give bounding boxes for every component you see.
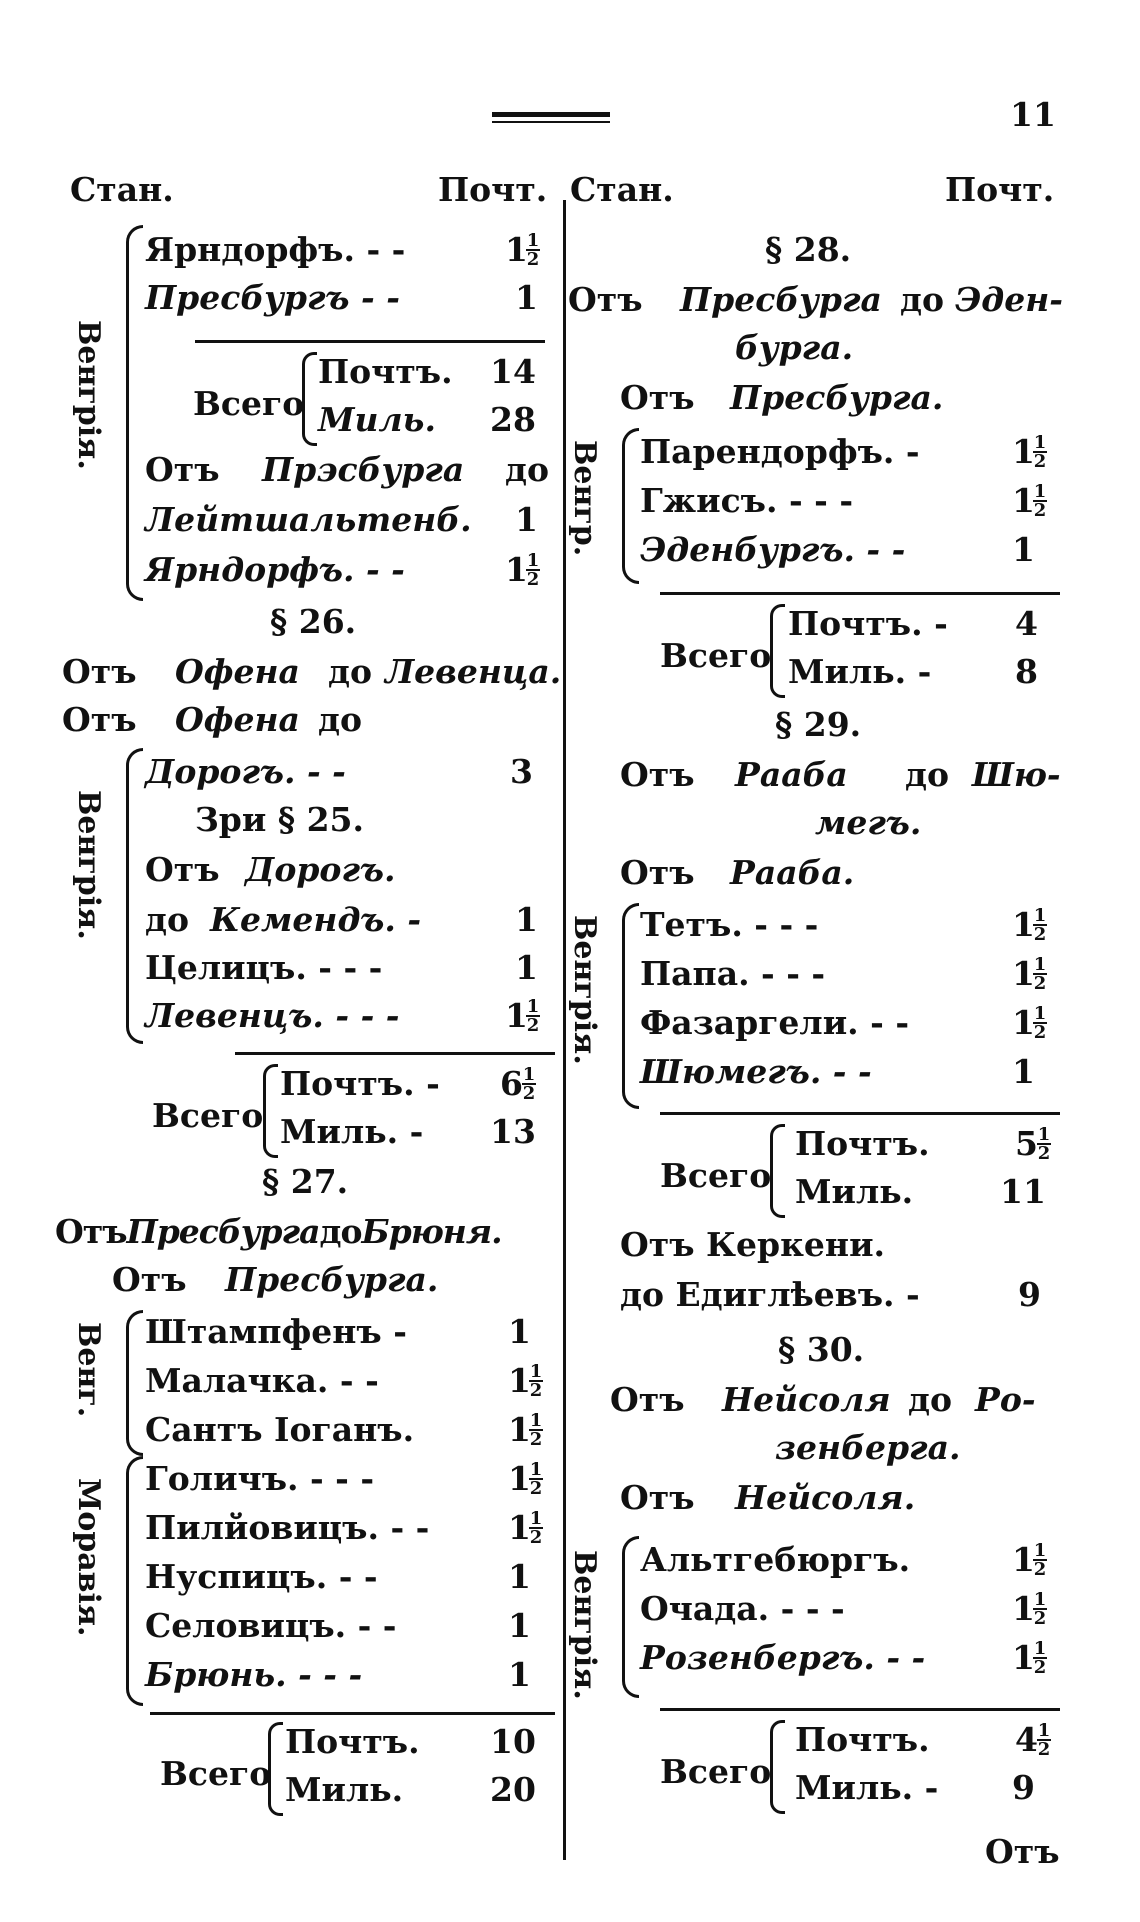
post-value: 1 bbox=[505, 550, 528, 589]
region-label: Венг. bbox=[71, 1322, 106, 1418]
total-mil-value: 9 bbox=[1012, 1768, 1035, 1807]
fraction bbox=[1033, 956, 1047, 992]
total-mil-value: 8 bbox=[1015, 652, 1038, 691]
region-brace bbox=[126, 225, 143, 601]
station-name: Брюнь. - - - bbox=[145, 1655, 363, 1694]
station-name: Тетъ. - - - bbox=[640, 905, 819, 944]
header-rule-thin bbox=[492, 121, 610, 123]
fraction-denominator: 2 bbox=[529, 1478, 543, 1499]
post-value: 1 bbox=[515, 500, 538, 539]
total-poch-value: 4 bbox=[1015, 604, 1038, 643]
route-to: до bbox=[328, 652, 373, 691]
total-rule bbox=[660, 1112, 1060, 1115]
fraction-denominator: 2 bbox=[1033, 1559, 1047, 1580]
header-left-stan: Стан. bbox=[70, 170, 174, 209]
station-name: Левенцъ. - - - bbox=[145, 996, 400, 1035]
station-name: Эденбургъ. - - bbox=[640, 530, 906, 569]
fraction-denominator: 2 bbox=[1033, 924, 1047, 945]
section-heading: § 29. bbox=[775, 705, 862, 744]
route-city: Пресбурга. bbox=[225, 1260, 439, 1299]
total-label: Всего bbox=[152, 1096, 264, 1135]
fraction: 1 2 bbox=[1037, 1720, 1051, 1760]
region-brace bbox=[622, 1536, 639, 1698]
fraction: 1 2 bbox=[522, 1064, 536, 1104]
post-value: 1 bbox=[1012, 481, 1035, 520]
fraction-numerator: 1 bbox=[1033, 954, 1047, 975]
route-city: Левенца. bbox=[385, 652, 562, 691]
post-value: 1 bbox=[505, 230, 528, 269]
total-label: Всего bbox=[660, 1156, 772, 1195]
fraction-numerator: 1 bbox=[529, 1410, 543, 1431]
station-name: Голичъ. - - - bbox=[145, 1459, 375, 1498]
fraction bbox=[1033, 483, 1047, 519]
station-name: Шюмегъ. - - bbox=[640, 1052, 872, 1091]
total-poch-value: 5 bbox=[1015, 1124, 1038, 1163]
route-from: Отъ bbox=[62, 700, 137, 739]
fraction-denominator: 2 bbox=[1033, 1657, 1047, 1678]
fraction bbox=[1033, 907, 1047, 943]
total-poch-value: 10 bbox=[490, 1722, 536, 1761]
post-value: 1 bbox=[1012, 530, 1035, 569]
post-value: 3 bbox=[510, 752, 533, 791]
total-poch-label: Почтъ. - bbox=[280, 1064, 440, 1103]
fraction bbox=[1033, 1640, 1047, 1676]
region-label: Венгр. bbox=[567, 440, 602, 557]
route-city: Ро- bbox=[975, 1380, 1036, 1419]
route-city: Шю- bbox=[972, 755, 1061, 794]
section-heading: § 30. bbox=[778, 1330, 865, 1369]
extra-route: Отъ Керкени. bbox=[620, 1225, 886, 1264]
header-right-poch: Почт. bbox=[945, 170, 1055, 209]
station-name: Целицъ. - - - bbox=[145, 948, 383, 987]
section-heading: § 28. bbox=[765, 230, 852, 269]
route-to: до bbox=[505, 450, 550, 489]
section-heading: § 27. bbox=[262, 1162, 349, 1201]
fraction-numerator: 1 bbox=[529, 1459, 543, 1480]
fraction bbox=[1033, 1542, 1047, 1578]
fraction-denominator: 2 bbox=[1033, 451, 1047, 472]
fraction: 1 2 bbox=[1037, 1124, 1051, 1164]
route-city-cont: мегъ. bbox=[815, 803, 922, 842]
route-city: Пресбурга bbox=[126, 1212, 320, 1251]
station-name: Пилйовицъ. - - bbox=[145, 1508, 430, 1547]
fraction-denominator: 2 bbox=[529, 1380, 543, 1401]
route-line bbox=[55, 1212, 502, 1252]
total-poch-label: Почтъ. bbox=[795, 1720, 930, 1759]
region-brace bbox=[126, 748, 143, 1044]
fraction-numerator: 1 bbox=[529, 1361, 543, 1382]
total-mil-label: Миль. - bbox=[280, 1112, 424, 1151]
post-value: 1 bbox=[508, 1655, 531, 1694]
total-brace bbox=[268, 1722, 283, 1816]
route-city: Брюня. bbox=[361, 1212, 502, 1251]
total-mil-value: 28 bbox=[490, 400, 536, 439]
fraction bbox=[529, 1412, 543, 1448]
region-label: Венгрія. bbox=[71, 320, 106, 470]
page-number: 11 bbox=[1010, 95, 1056, 134]
route-to: до bbox=[908, 1380, 953, 1419]
route-city: Офена bbox=[175, 700, 300, 739]
fraction-numerator: 1 bbox=[1033, 1540, 1047, 1561]
route-from: Отъ bbox=[620, 1478, 695, 1517]
total-mil-label: Миль. - bbox=[795, 1768, 939, 1807]
region-brace bbox=[126, 1456, 143, 1706]
total-brace bbox=[302, 352, 317, 446]
post-value: 1 bbox=[1012, 1052, 1035, 1091]
route-to: до bbox=[905, 755, 950, 794]
total-rule bbox=[660, 592, 1060, 595]
route-city: Рааба. bbox=[730, 853, 855, 892]
route-city: Нейсоля bbox=[722, 1380, 891, 1419]
post-value: 1 bbox=[1012, 432, 1035, 471]
fraction-denominator: 2 bbox=[529, 1429, 543, 1450]
region-brace bbox=[622, 903, 639, 1109]
total-mil-value: 11 bbox=[1000, 1172, 1046, 1211]
route-from: Отъ bbox=[112, 1260, 187, 1299]
header-right-stan: Стан. bbox=[570, 170, 674, 209]
region-brace bbox=[622, 428, 639, 584]
region-label: Венгрія. bbox=[71, 790, 106, 940]
route-city: Эден- bbox=[955, 280, 1063, 319]
fraction bbox=[529, 1510, 543, 1546]
station-name: Папа. - - - bbox=[640, 954, 826, 993]
total-mil-label: Миль. bbox=[795, 1172, 914, 1211]
post-value: 1 bbox=[515, 900, 538, 939]
station-name: Гжисъ. - - - bbox=[640, 481, 854, 520]
fraction-numerator: 1 bbox=[1033, 432, 1047, 453]
region-brace bbox=[126, 1310, 143, 1456]
station-name: Лейтшальтенб. bbox=[145, 500, 472, 539]
route-city: Нейсоля. bbox=[735, 1478, 916, 1517]
post-value: 1 bbox=[1012, 1638, 1035, 1677]
fraction-denominator: 2 bbox=[1033, 1608, 1047, 1629]
region-label: Венгрія. bbox=[567, 915, 602, 1065]
total-brace bbox=[770, 604, 785, 698]
total-rule bbox=[235, 1052, 555, 1055]
total-brace bbox=[770, 1124, 785, 1218]
post-value: 1 bbox=[1012, 954, 1035, 993]
catchword: Отъ bbox=[985, 1832, 1060, 1871]
post-value: 1 bbox=[508, 1459, 531, 1498]
total-label: Всего bbox=[193, 384, 305, 423]
region-label: Венгрія. bbox=[567, 1550, 602, 1700]
station-name: Ярндорфъ. - - bbox=[145, 550, 405, 589]
post-value: 1 bbox=[1012, 1589, 1035, 1628]
route-city: Прэсбурга bbox=[262, 450, 465, 489]
fraction-numerator: 1 bbox=[1033, 1638, 1047, 1659]
extra-station: до Едиглѣевъ. - bbox=[620, 1275, 920, 1314]
fraction-numerator: 1 bbox=[1033, 905, 1047, 926]
route-to: до bbox=[145, 900, 190, 939]
total-poch-label: Почтъ. bbox=[318, 352, 453, 391]
total-mil-value: 20 bbox=[490, 1770, 536, 1809]
column-divider bbox=[563, 200, 566, 1860]
route-city: Пресбурга bbox=[680, 280, 882, 319]
fraction-denominator: 2 bbox=[1033, 1022, 1047, 1043]
route-to: до bbox=[318, 700, 363, 739]
station-name: Нуспицъ. - - bbox=[145, 1557, 378, 1596]
total-poch-label: Почтъ. bbox=[795, 1124, 930, 1163]
fraction-denominator: 2 bbox=[1033, 500, 1047, 521]
route-city-cont: зенберга. bbox=[775, 1428, 961, 1467]
post-value: 1 bbox=[508, 1606, 531, 1645]
route-from: Отъ bbox=[610, 1380, 685, 1419]
route-from: Отъ bbox=[145, 850, 220, 889]
fraction bbox=[1033, 434, 1047, 470]
fraction bbox=[1033, 1591, 1047, 1627]
route-city: Офена bbox=[175, 652, 300, 691]
fraction-denominator: 2 bbox=[1033, 973, 1047, 994]
total-poch-label: Почтъ. bbox=[285, 1722, 420, 1761]
header-rule bbox=[492, 112, 610, 117]
total-mil-label: Миль. bbox=[285, 1770, 404, 1809]
fraction: 1 2 bbox=[526, 550, 540, 590]
station-name: Кемендъ. - bbox=[210, 900, 422, 939]
post-value: 1 bbox=[515, 278, 538, 317]
route-from: Отъ bbox=[620, 853, 695, 892]
route-from: Отъ bbox=[620, 378, 695, 417]
post-value: 1 bbox=[515, 948, 538, 987]
route-city: Рааба bbox=[735, 755, 848, 794]
station-name: Селовицъ. - - bbox=[145, 1606, 397, 1645]
post-value: 1 bbox=[508, 1557, 531, 1596]
fraction bbox=[529, 1461, 543, 1497]
post-value: 9 bbox=[1018, 1275, 1041, 1314]
fraction-numerator: 1 bbox=[1033, 1003, 1047, 1024]
post-value: 1 bbox=[508, 1410, 531, 1449]
post-value: 1 bbox=[508, 1508, 531, 1547]
fraction: 1 2 bbox=[526, 230, 540, 270]
header-left-poch: Почт. bbox=[438, 170, 548, 209]
route-from: Отъ bbox=[55, 1212, 127, 1251]
section-heading: § 26. bbox=[270, 602, 357, 641]
route-from: Отъ bbox=[145, 450, 220, 489]
route-city: Пресбурга. bbox=[730, 378, 944, 417]
station-name: Дорогъ. - - bbox=[145, 752, 346, 791]
total-rule bbox=[195, 340, 545, 343]
total-mil-label: Миль. bbox=[318, 400, 436, 439]
total-brace bbox=[770, 1720, 785, 1814]
post-value: 1 bbox=[1012, 1003, 1035, 1042]
post-value: 1 bbox=[508, 1361, 531, 1400]
total-label: Всего bbox=[660, 636, 772, 675]
fraction bbox=[1033, 1005, 1047, 1041]
total-poch-value: 14 bbox=[490, 352, 536, 391]
fraction-numerator: 1 bbox=[1033, 1589, 1047, 1610]
station-name: Штампфенъ - bbox=[145, 1312, 407, 1351]
station-name: Парендорфъ. - bbox=[640, 432, 920, 471]
fraction: 1 2 bbox=[526, 996, 540, 1036]
station-name: Фазаргели. - - bbox=[640, 1003, 910, 1042]
route-to: до bbox=[319, 1212, 362, 1251]
post-value: 1 bbox=[1012, 905, 1035, 944]
fraction-numerator: 1 bbox=[529, 1508, 543, 1529]
fraction-denominator: 2 bbox=[529, 1527, 543, 1548]
route-from: Отъ bbox=[620, 755, 695, 794]
total-rule bbox=[150, 1712, 555, 1715]
total-rule bbox=[660, 1708, 1060, 1711]
total-poch-value: 6 bbox=[500, 1064, 523, 1103]
station-name: Малачка. - - bbox=[145, 1361, 379, 1400]
total-poch-label: Почтъ. - bbox=[788, 604, 948, 643]
route-to: до bbox=[900, 280, 945, 319]
total-label: Всего bbox=[660, 1752, 772, 1791]
see-reference: Зри § 25. bbox=[195, 800, 364, 839]
fraction-numerator: 1 bbox=[1033, 481, 1047, 502]
route-city: Дорогъ. bbox=[245, 850, 396, 889]
station-name: Пресбургъ - - bbox=[145, 278, 400, 317]
total-mil-label: Миль. - bbox=[788, 652, 932, 691]
station-name: Розенбергъ. - - bbox=[640, 1638, 926, 1677]
station-name: Сантъ Іоганъ. bbox=[145, 1410, 415, 1449]
station-name: Альтгебюргъ. bbox=[640, 1540, 911, 1579]
route-from: Отъ bbox=[62, 652, 137, 691]
total-label: Всего bbox=[160, 1754, 272, 1793]
fraction bbox=[529, 1363, 543, 1399]
region-label: Моравія. bbox=[71, 1478, 106, 1637]
post-value: 1 bbox=[508, 1312, 531, 1351]
post-value: 1 bbox=[505, 996, 528, 1035]
total-mil-value: 13 bbox=[490, 1112, 536, 1151]
route-from: Отъ bbox=[568, 280, 643, 319]
total-poch-value: 4 bbox=[1015, 1720, 1038, 1759]
post-value: 1 bbox=[1012, 1540, 1035, 1579]
station-name: Ярндорфъ. - - bbox=[145, 230, 406, 269]
station-name: Очада. - - - bbox=[640, 1589, 845, 1628]
total-brace bbox=[263, 1064, 278, 1158]
route-city-cont: бурга. bbox=[735, 328, 854, 367]
